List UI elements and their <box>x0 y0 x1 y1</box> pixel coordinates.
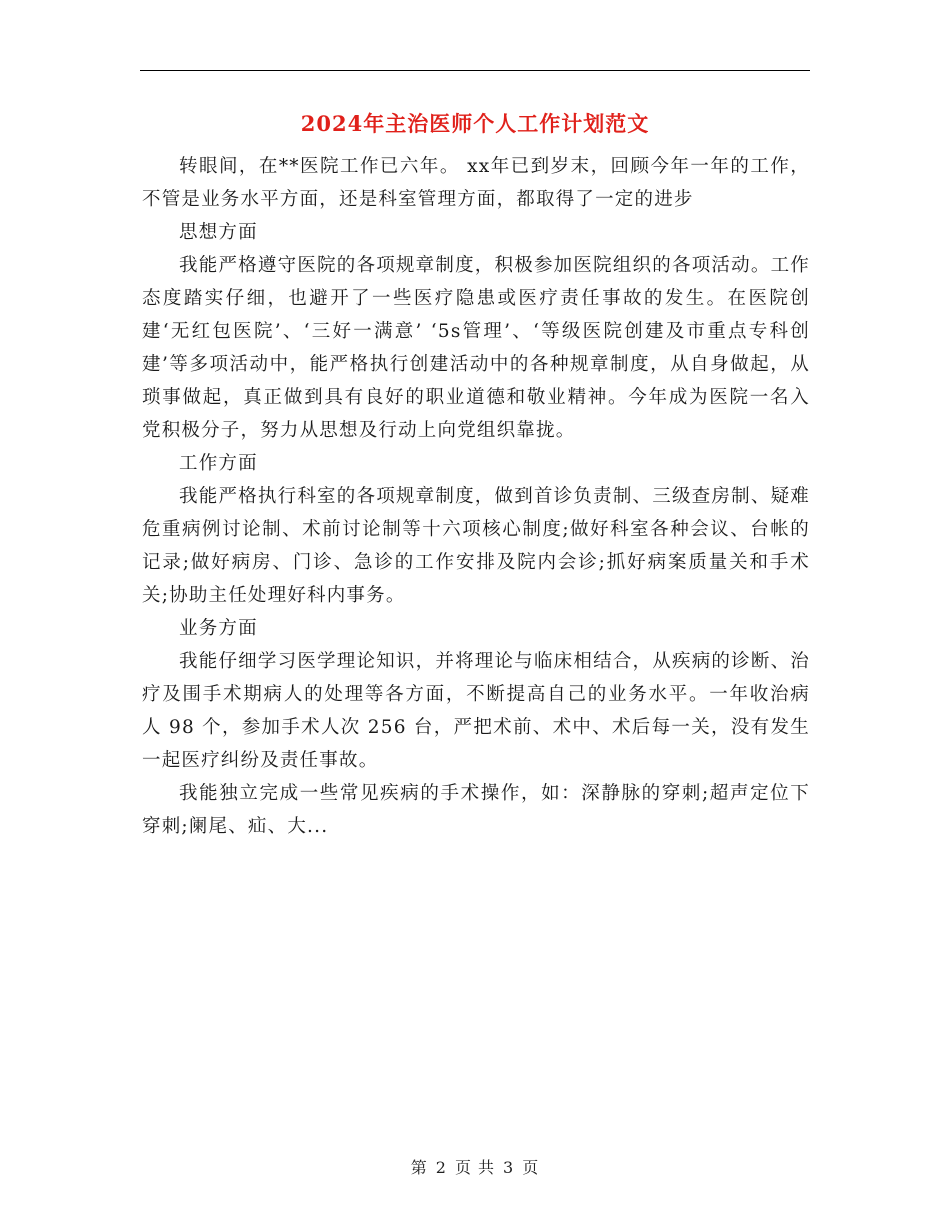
section-heading-thought: 思想方面 <box>179 222 258 243</box>
section-heading-work: 工作方面 <box>179 453 258 474</box>
page-footer <box>0 1155 950 1178</box>
page-label-middle: 页 共 <box>454 1158 496 1177</box>
section-paragraph-thought: 我能严格遵守医院的各项规章制度，积极参加医院组织的各项活动。工作态度踏实仔细，也避开了一些医疗隐患或医疗责任事故的发生。在医院创建‘无红包医院’、‘三好一满意’ ‘5s管理’、‘等级医院创建及市重点专科创建’等多项活动中，能严格执行创建活动中的各种规章制度，从自身做起，从琐事做起，真正做到具有良好的职业道德和敬业精神。今年成为医院一名入党积极分子，努力从思想及行动上向党组织靠拢。 <box>142 255 810 441</box>
page-label-prefix: 第 <box>410 1158 428 1177</box>
intro-paragraph: 转眼间，在**医院工作已六年。 xx年已到岁末，回顾今年一年的工作，不管是业务水平方面，还是科室管理方面，都取得了一定的进步 <box>142 156 810 210</box>
section-paragraph-business-1: 我能仔细学习医学理论知识，并将理论与临床相结合，从疾病的诊断、治疗及围手术期病人的处理等各方面，不断提高自己的业务水平。一年收治病人 98 个，参加手术人次 256 台，严把术前、术中、术后每一关，没有发生一起医疗纠纷及责任事故。 <box>142 651 810 771</box>
page-current-number: 2 <box>435 1158 447 1177</box>
page-total-number: 3 <box>503 1158 515 1177</box>
section-paragraph-business-2: 我能独立完成一些常见疾病的手术操作，如：深静脉的穿刺;超声定位下穿刺;阑尾、疝、大... <box>142 783 810 837</box>
section-heading-business: 业务方面 <box>179 618 258 639</box>
document-title: 2024年主治医师个人工作计划范文 <box>300 111 650 136</box>
document-body <box>142 150 810 843</box>
section-paragraph-work: 我能严格执行科室的各项规章制度，做到首诊负责制、三级查房制、疑难危重病例讨论制、术前讨论制等十六项核心制度;做好科室各种会议、台帐的记录;做好病房、门诊、急诊的工作安排及院内会诊;抓好病案质量关和手术关;协助主任处理好科内事务。 <box>142 486 810 606</box>
header-rule <box>140 70 810 71</box>
page-label-suffix: 页 <box>522 1158 540 1177</box>
